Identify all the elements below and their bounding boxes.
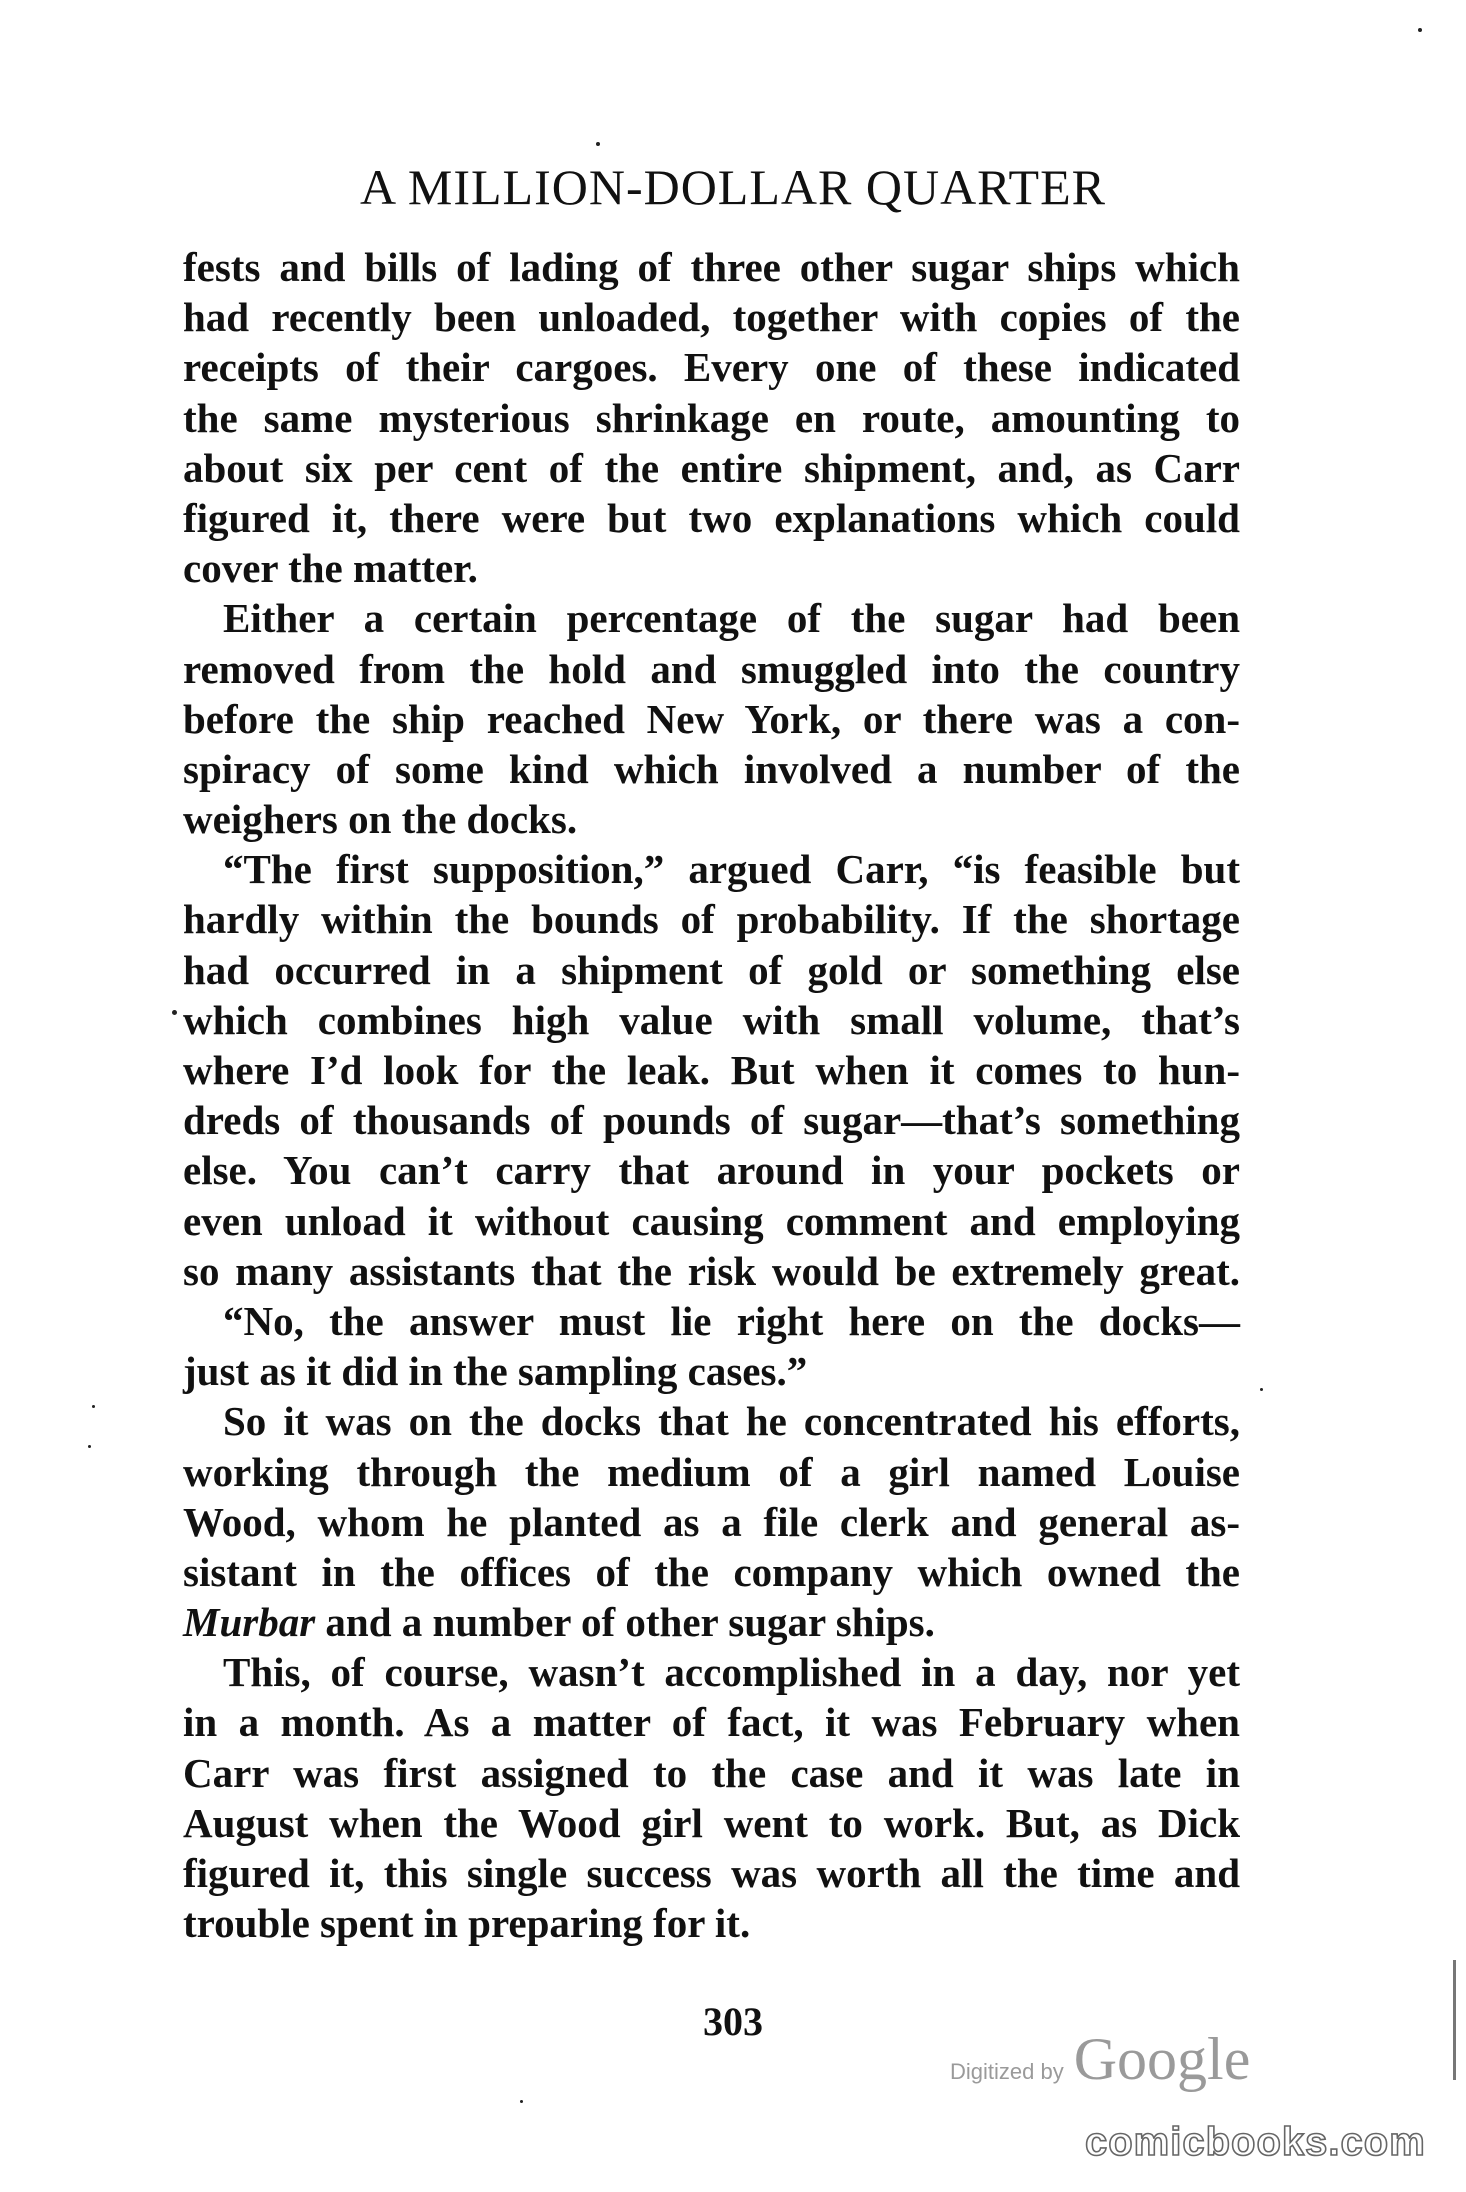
- text-line: [183, 1798, 1240, 1848]
- page-number: 303: [703, 1999, 763, 2044]
- text-line: [183, 1196, 1240, 1246]
- text-line: [183, 1095, 1240, 1145]
- text-line: [183, 794, 1240, 844]
- text-line: [183, 292, 1240, 342]
- text-line: [183, 1346, 1240, 1396]
- text-line: [183, 1748, 1240, 1798]
- text-line: [183, 1396, 1240, 1446]
- text-line-content: the same mysterious shrinkage en route, amounting to: [183, 394, 1240, 441]
- scan-speck: [172, 1010, 177, 1015]
- text-line-content: figured it, this single success was worth all the time and: [183, 1850, 1240, 1896]
- text-line-content: fests and bills of lading of three other sugar ships which: [183, 244, 1240, 290]
- text-line-content: about six per cent of the entire shipment, and, as Carr: [183, 444, 1240, 491]
- text-line: [183, 443, 1240, 493]
- digitized-by-text: Digitized by: [950, 2059, 1064, 2084]
- text-line-content: dreds of thousands of pounds of sugar—that’s something: [183, 1097, 1240, 1144]
- text-line-content: removed from the hold and smuggled into the country: [183, 645, 1240, 692]
- text-line-content: receipts of their cargoes. Every one of these indicated: [183, 344, 1240, 391]
- google-watermark: [950, 2025, 1250, 2094]
- scan-speck: [88, 1445, 91, 1448]
- text-line-content: Wood, whom he planted as a file clerk and general as-: [183, 1498, 1240, 1545]
- text-line: [183, 1447, 1240, 1497]
- scan-speck: [520, 2100, 523, 2103]
- text-line: [183, 945, 1240, 995]
- text-line-content: had recently been unloaded, together with copies of the: [183, 294, 1240, 341]
- text-line: [183, 995, 1240, 1045]
- text-line-content: so many assistants that the risk would be extremely great.: [183, 1247, 1240, 1294]
- text-line: [183, 1647, 1240, 1697]
- text-line-content: “No, the answer must lie right here on the docks—: [223, 1297, 1240, 1344]
- text-line: [183, 694, 1240, 744]
- text-line-content: So it was on the docks that he concentrated his efforts,: [223, 1398, 1240, 1445]
- scan-speck: [1453, 1960, 1456, 2080]
- text-line-content: trouble spent in preparing for it.: [183, 1900, 751, 1947]
- text-line: [183, 593, 1240, 643]
- text-line: [183, 894, 1240, 944]
- text-line: [183, 342, 1240, 392]
- scan-speck: [1418, 28, 1422, 32]
- text-line-content: sistant in the offices of the company which owned the: [183, 1548, 1240, 1595]
- site-watermark: comicbooks.com: [1085, 2120, 1426, 2164]
- running-head: A MILLION-DOLLAR QUARTER: [360, 159, 1106, 215]
- text-line: [183, 1145, 1240, 1195]
- text-line-content: figured it, there were but two explanations which could: [183, 494, 1240, 541]
- text-line-content: in a month. As a matter of fact, it was February when: [183, 1699, 1240, 1746]
- text-line-content: just as it did in the sampling cases.”: [183, 1348, 808, 1395]
- text-line-content: working through the medium of a girl named Louise: [183, 1448, 1240, 1495]
- body-text: [183, 242, 1240, 1948]
- text-line: [183, 1848, 1240, 1898]
- text-line-content: before the ship reached New York, or there was a con-: [183, 695, 1240, 742]
- text-line: [183, 1547, 1240, 1597]
- text-line: [183, 242, 1240, 292]
- scan-speck: [92, 1405, 95, 1408]
- text-line-content: which combines high value with small volume, that’s: [183, 996, 1240, 1043]
- text-line: [183, 493, 1240, 543]
- text-line-content: even unload it without causing comment and employing: [183, 1197, 1240, 1244]
- scan-speck: [596, 142, 600, 146]
- text-line: [183, 644, 1240, 694]
- text-line-content: Carr was first assigned to the case and it was late in: [183, 1749, 1240, 1796]
- text-line-content: This, of course, wasn’t accomplished in a day, nor yet: [223, 1649, 1240, 1696]
- text-line: [183, 744, 1240, 794]
- text-line: [183, 1497, 1240, 1547]
- text-line-content: “The first supposition,” argued Carr, “is feasible but: [223, 846, 1240, 893]
- text-line-content: hardly within the bounds of probability. If the shortage: [183, 896, 1240, 943]
- text-line-content: spiracy of some kind which involved a number of the: [183, 745, 1240, 792]
- text-line: [183, 1045, 1240, 1095]
- text-line-content: Either a certain percentage of the sugar had been: [223, 595, 1240, 642]
- scan-speck: [1260, 1388, 1263, 1391]
- text-line: [183, 1246, 1240, 1296]
- text-line: [183, 844, 1240, 894]
- text-line: [183, 1697, 1240, 1747]
- text-line-content: had occurred in a shipment of gold or something else: [183, 946, 1240, 993]
- text-line: [183, 1296, 1240, 1346]
- text-line-content: weighers on the docks.: [183, 796, 578, 843]
- text-line: [183, 1597, 1240, 1647]
- text-line-content: and a number of other sugar ships.: [315, 1599, 935, 1646]
- text-line: [183, 543, 1240, 593]
- text-line: [183, 1898, 1240, 1948]
- text-line-content: else. You can’t carry that around in your pockets or: [183, 1147, 1240, 1194]
- text-line-content: August when the Wood girl went to work. But, as Dick: [183, 1799, 1240, 1846]
- text-line-content: where I’d look for the leak. But when it comes to hun-: [183, 1047, 1240, 1093]
- text-line: [183, 393, 1240, 443]
- google-text: Google: [1073, 2026, 1251, 2092]
- text-line-content: cover the matter.: [183, 545, 478, 592]
- ship-name: Murbar: [183, 1599, 316, 1646]
